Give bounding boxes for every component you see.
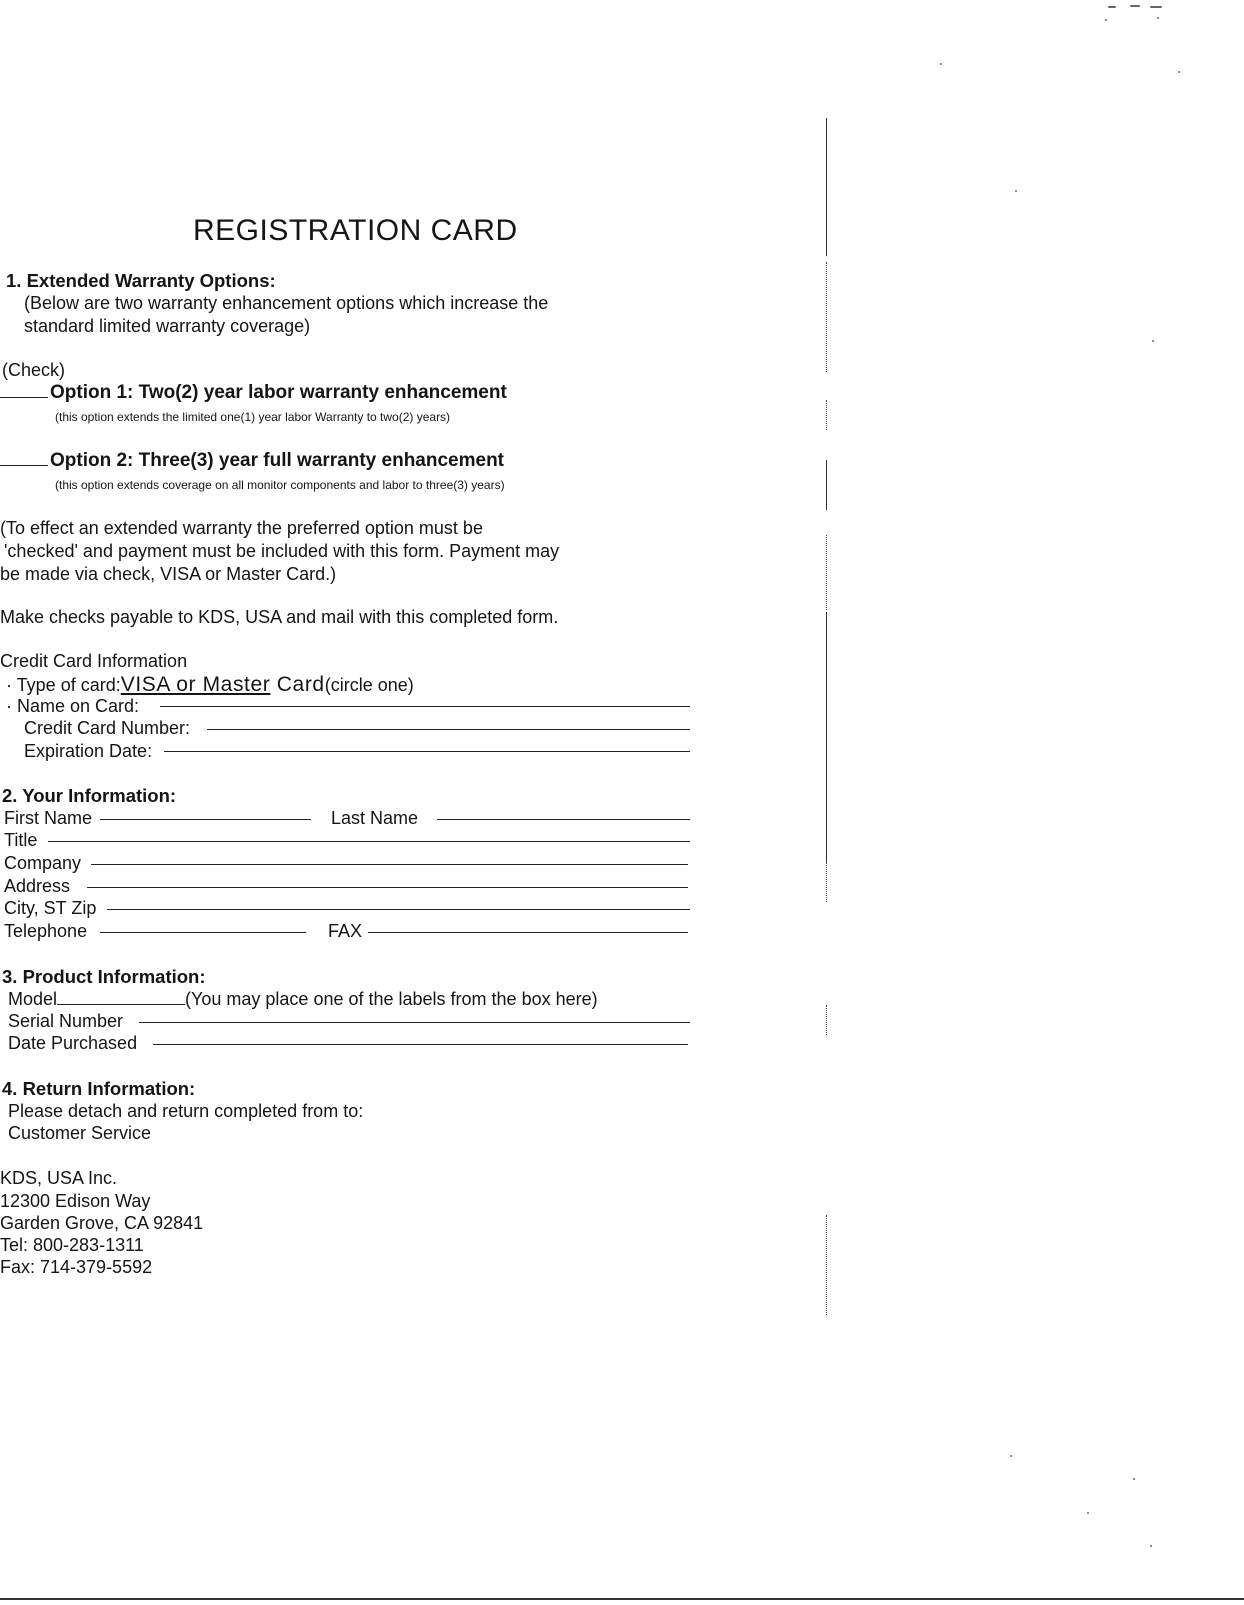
serial-label: Serial Number	[8, 1011, 124, 1031]
model-field[interactable]	[57, 990, 185, 1005]
first-name-label: First Name	[4, 808, 93, 828]
company-field[interactable]	[91, 864, 688, 865]
city-field[interactable]	[107, 909, 690, 910]
product-info-heading: 3. Product Information:	[2, 966, 206, 987]
last-name-field[interactable]	[437, 819, 690, 820]
address-tel: Tel: 800-283-1311	[0, 1235, 144, 1255]
name-on-card-label: · Name on Card:	[6, 696, 140, 716]
effect-line3: be made via check, VISA or Master Card.)	[0, 564, 337, 584]
option-1	[0, 382, 507, 404]
return-line1: Please detach and return completed from to:	[8, 1101, 364, 1121]
model-note: (You may place one of the labels from the box here)	[185, 989, 598, 1009]
name-on-card-field[interactable]	[160, 706, 690, 707]
title-field[interactable]	[48, 841, 690, 842]
your-info-heading: 2. Your Information:	[2, 785, 177, 806]
option-2-checkbox-line[interactable]	[0, 451, 48, 466]
effect-line1: (To effect an extended warranty the preferred option must be	[0, 518, 483, 538]
company-label: Company	[4, 853, 82, 873]
date-purchased-field[interactable]	[153, 1044, 688, 1045]
address-street: 12300 Edison Way	[0, 1191, 151, 1211]
address-field[interactable]	[87, 887, 688, 888]
check-label: (Check)	[2, 360, 66, 380]
address-label: Address	[4, 876, 71, 896]
fax-label: FAX	[328, 921, 363, 941]
expiration-field[interactable]	[164, 751, 690, 752]
address-fax: Fax: 714-379-5592	[0, 1257, 153, 1277]
address-city: Garden Grove, CA 92841	[0, 1213, 204, 1233]
card-type-row	[6, 673, 414, 697]
card-type-options[interactable]	[121, 673, 325, 696]
card-type-label: · Type of card:	[6, 675, 121, 695]
option-2-note: (this option extends coverage on all monitor components and labor to three(3) years)	[55, 478, 505, 492]
option-1-checkbox-line[interactable]	[0, 383, 48, 398]
date-purchased-label: Date Purchased	[8, 1033, 138, 1053]
option-1-note: (this option extends the limited one(1) year labor Warranty to two(2) years)	[55, 410, 451, 424]
page-title: REGISTRATION CARD	[193, 214, 518, 247]
card-number-field[interactable]	[207, 729, 690, 730]
option-2-label: Option 2: Three(3) year full warranty enhancement	[50, 450, 504, 471]
city-label: City, ST Zip	[4, 898, 97, 918]
address-company: KDS, USA Inc.	[0, 1168, 118, 1188]
telephone-field[interactable]	[100, 932, 306, 933]
first-name-field[interactable]	[100, 819, 311, 820]
checks-note: Make checks payable to KDS, USA and mail with this completed form.	[0, 607, 559, 627]
title-label: Title	[4, 830, 38, 850]
option-2	[0, 450, 504, 472]
serial-field[interactable]	[139, 1022, 690, 1023]
bottom-edge-rule	[0, 1598, 1244, 1600]
card-type-card: Card	[270, 673, 325, 696]
expiration-label: Expiration Date:	[24, 741, 153, 761]
effect-line2: 'checked' and payment must be included with this form. Payment may	[4, 541, 560, 561]
telephone-label: Telephone	[4, 921, 88, 941]
model-label: Model	[8, 989, 58, 1009]
option-1-label: Option 1: Two(2) year labor warranty enhancement	[50, 382, 507, 403]
card-number-label: Credit Card Number:	[24, 718, 191, 738]
return-line2: Customer Service	[8, 1123, 152, 1143]
card-type-visa-or-master: VISA or Master	[120, 673, 271, 696]
warranty-heading: 1. Extended Warranty Options:	[6, 270, 276, 291]
last-name-label: Last Name	[331, 808, 419, 828]
return-info-heading: 4. Return Information:	[2, 1078, 196, 1099]
warranty-intro-line1: (Below are two warranty enhancement options which increase the	[24, 293, 549, 313]
warranty-intro-line2: standard limited warranty coverage)	[24, 316, 311, 336]
credit-card-heading: Credit Card Information	[0, 651, 188, 671]
fax-field[interactable]	[368, 932, 688, 933]
model-row	[8, 989, 598, 1010]
card-type-circle-note: (circle one)	[324, 675, 414, 695]
